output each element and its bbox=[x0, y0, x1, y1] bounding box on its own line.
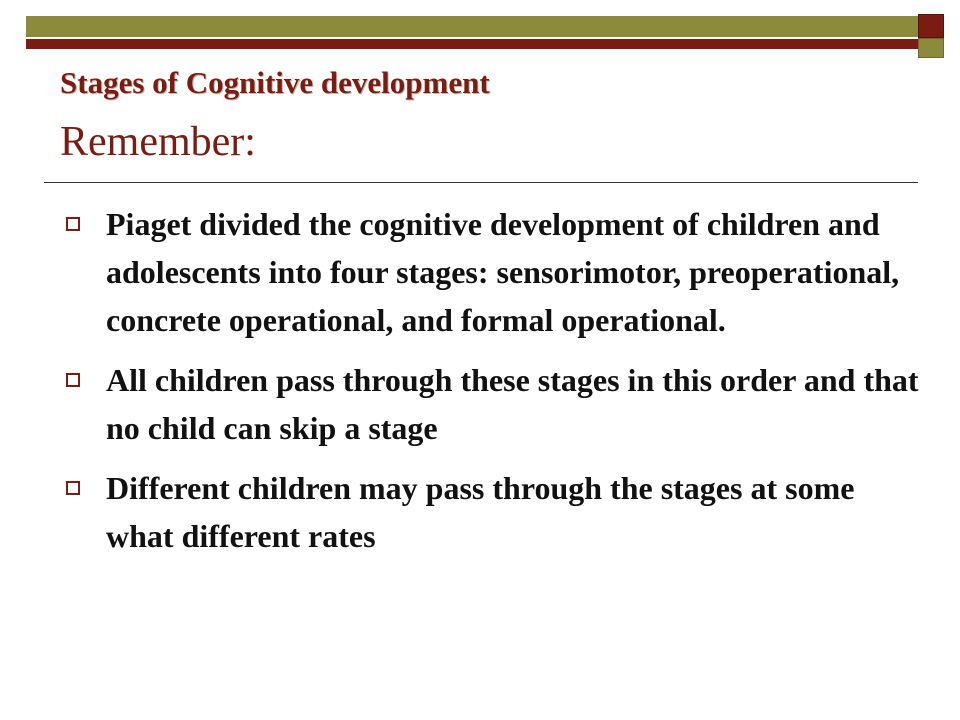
top-decorative-band bbox=[26, 16, 918, 54]
bullet-item bbox=[60, 200, 920, 344]
corner-decoration bbox=[918, 14, 944, 56]
bullet-text: All children pass through these stages in this order and that no child can skip a stage bbox=[106, 362, 919, 446]
square-bullet-icon bbox=[66, 217, 80, 231]
corner-olive-box bbox=[918, 38, 944, 58]
bullet-list bbox=[60, 200, 920, 572]
bullet-item bbox=[60, 356, 920, 452]
title-divider bbox=[44, 182, 918, 183]
square-bullet-icon bbox=[66, 373, 80, 387]
bullet-text: Different children may pass through the stages at some what different rates bbox=[106, 470, 855, 554]
bullet-text: Piaget divided the cognitive development of children and adolescents into four stages: sensorimotor, preoperational, concrete operational, and formal operational. bbox=[106, 206, 900, 338]
band-maroon-stripe bbox=[26, 39, 918, 49]
corner-maroon-box bbox=[918, 14, 944, 38]
bullet-item bbox=[60, 464, 920, 560]
band-olive-stripe bbox=[26, 16, 918, 37]
square-bullet-icon bbox=[66, 481, 80, 495]
slide-title: Stages of Cognitive development bbox=[60, 65, 490, 100]
slide-subtitle: Remember: bbox=[60, 119, 256, 165]
